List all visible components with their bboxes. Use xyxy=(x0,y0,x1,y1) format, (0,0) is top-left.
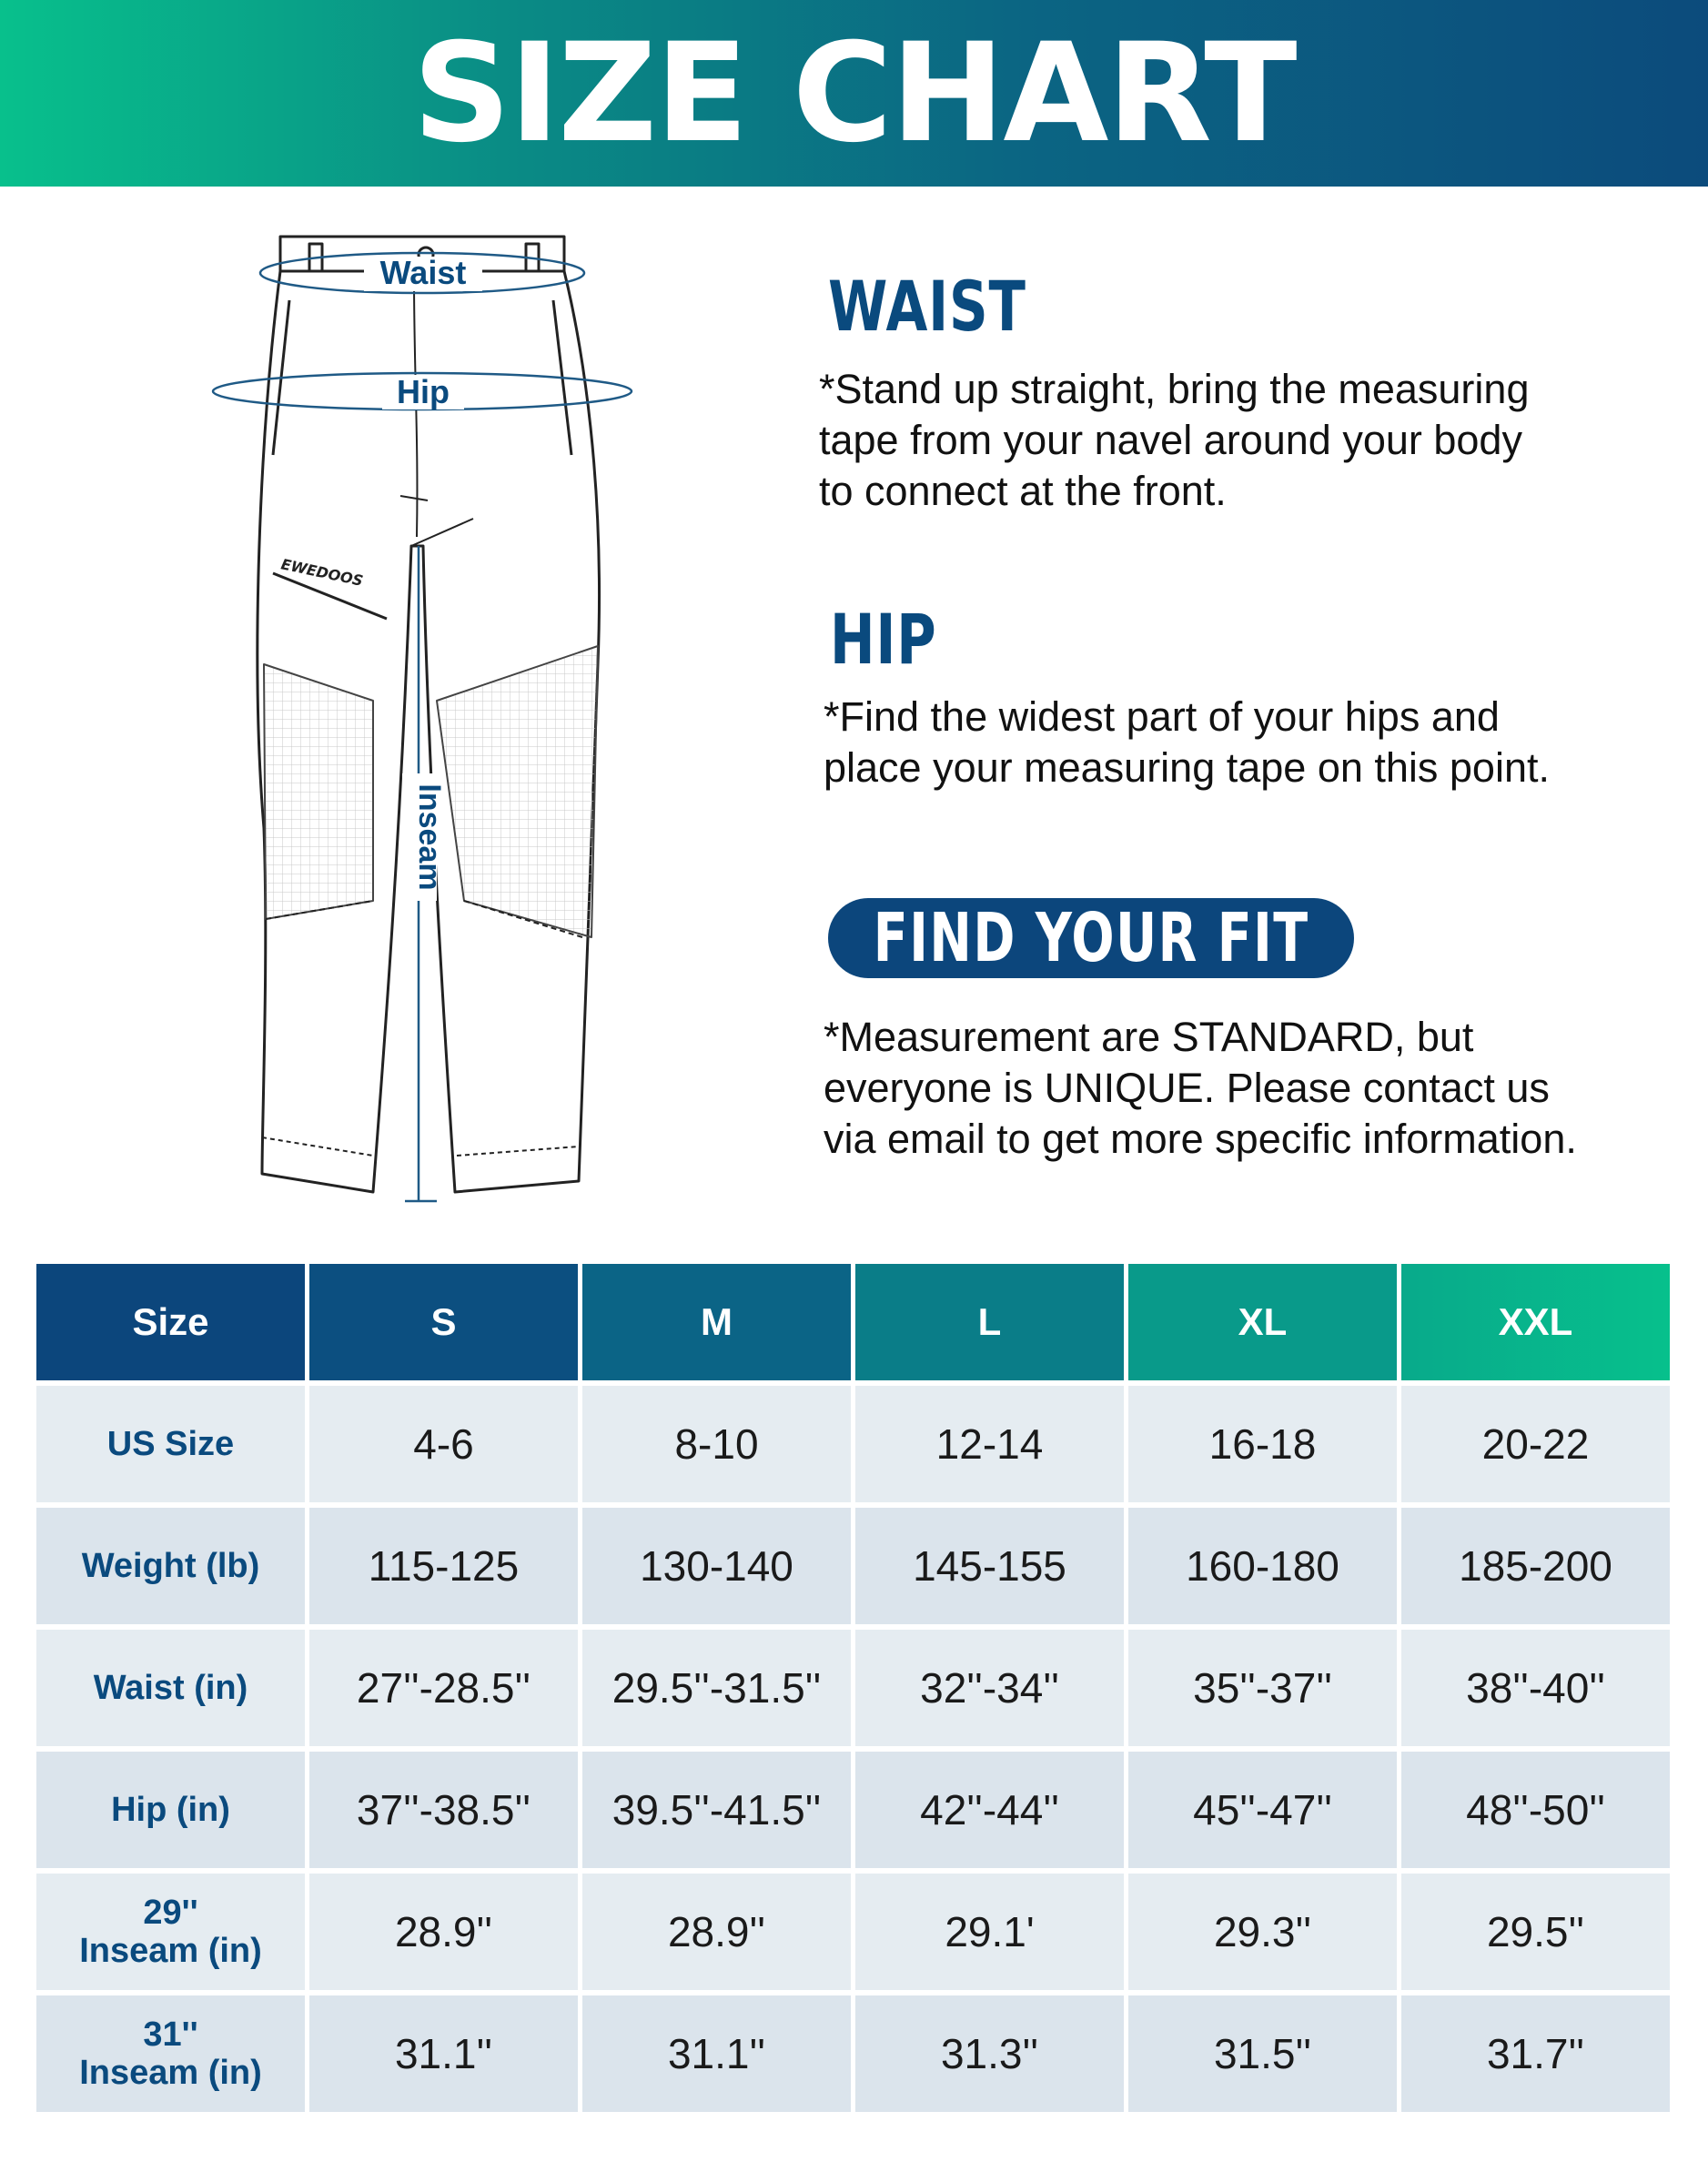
table-row xyxy=(36,1995,1670,2112)
brand-logo: EWEDOOS xyxy=(279,555,365,590)
header-m: M xyxy=(582,1264,851,1380)
size-table xyxy=(32,1258,1674,2117)
table-cell: 48''-50'' xyxy=(1401,1752,1670,1868)
row-label: Hip (in) xyxy=(36,1752,305,1868)
table-row xyxy=(36,1630,1670,1746)
page-title: SIZE CHART xyxy=(412,14,1296,173)
table-cell: 32''-34'' xyxy=(855,1630,1124,1746)
header-s: S xyxy=(309,1264,578,1380)
table-cell: 39.5''-41.5'' xyxy=(582,1752,851,1868)
table-cell: 31.3'' xyxy=(855,1995,1124,2112)
table-cell: 130-140 xyxy=(582,1508,851,1624)
hip-instructions: *Find the widest part of your hips and place your measuring tape on this point. xyxy=(824,693,1550,791)
waist-instructions: *Stand up straight, bring the measuring tape from your navel around your body to connect at the front. xyxy=(819,366,1530,514)
find-your-fit-banner xyxy=(828,898,1354,978)
row-label: Weight (lb) xyxy=(36,1508,305,1624)
table-cell: 8-10 xyxy=(582,1386,851,1502)
table-cell: 31.5'' xyxy=(1128,1995,1397,2112)
fit-instructions: *Measurement are STANDARD, but everyone is UNIQUE. Please contact us via email to get more specific information. xyxy=(824,1014,1577,1162)
table-cell: 4-6 xyxy=(309,1386,578,1502)
header-banner xyxy=(0,0,1708,187)
table-cell: 115-125 xyxy=(309,1508,578,1624)
pants-diagram xyxy=(200,209,655,1228)
waist-measure-label: Waist xyxy=(379,254,467,291)
waist-heading: WAIST xyxy=(828,266,1026,347)
table-row xyxy=(36,1874,1670,1990)
find-your-fit-label: FIND YOUR FIT xyxy=(873,899,1309,977)
table-cell: 31.1'' xyxy=(309,1995,578,2112)
table-cell: 31.7'' xyxy=(1401,1995,1670,2112)
table-cell: 12-14 xyxy=(855,1386,1124,1502)
table-cell: 145-155 xyxy=(855,1508,1124,1624)
table-cell: 29.1' xyxy=(855,1874,1124,1990)
inseam-measure-label: Inseam xyxy=(412,783,447,891)
header-xxl: XXL xyxy=(1401,1264,1670,1380)
hip-heading: HIP xyxy=(830,599,937,680)
table-cell: 42''-44'' xyxy=(855,1752,1124,1868)
table-cell: 29.5'' xyxy=(1401,1874,1670,1990)
row-label: 29'' Inseam (in) xyxy=(36,1874,305,1990)
row-label: Waist (in) xyxy=(36,1630,305,1746)
header-l: L xyxy=(855,1264,1124,1380)
table-cell: 160-180 xyxy=(1128,1508,1397,1624)
table-cell: 185-200 xyxy=(1401,1508,1670,1624)
table-row xyxy=(36,1508,1670,1624)
table-cell: 37''-38.5'' xyxy=(309,1752,578,1868)
table-cell: 28.9'' xyxy=(582,1874,851,1990)
table-cell: 38''-40'' xyxy=(1401,1630,1670,1746)
table-cell: 35''-37'' xyxy=(1128,1630,1397,1746)
table-cell: 28.9'' xyxy=(309,1874,578,1990)
header-size: Size xyxy=(36,1264,305,1380)
table-cell: 29.5''-31.5'' xyxy=(582,1630,851,1746)
table-cell: 20-22 xyxy=(1401,1386,1670,1502)
table-cell: 27''-28.5'' xyxy=(309,1630,578,1746)
table-cell: 31.1'' xyxy=(582,1995,851,2112)
row-label: US Size xyxy=(36,1386,305,1502)
table-row xyxy=(36,1752,1670,1868)
table-cell: 16-18 xyxy=(1128,1386,1397,1502)
hip-measure-label: Hip xyxy=(397,373,450,410)
table-row xyxy=(36,1386,1670,1502)
header-xl: XL xyxy=(1128,1264,1397,1380)
table-cell: 45''-47'' xyxy=(1128,1752,1397,1868)
table-header-row xyxy=(36,1264,1670,1380)
row-label: 31'' Inseam (in) xyxy=(36,1995,305,2112)
table-cell: 29.3'' xyxy=(1128,1874,1397,1990)
